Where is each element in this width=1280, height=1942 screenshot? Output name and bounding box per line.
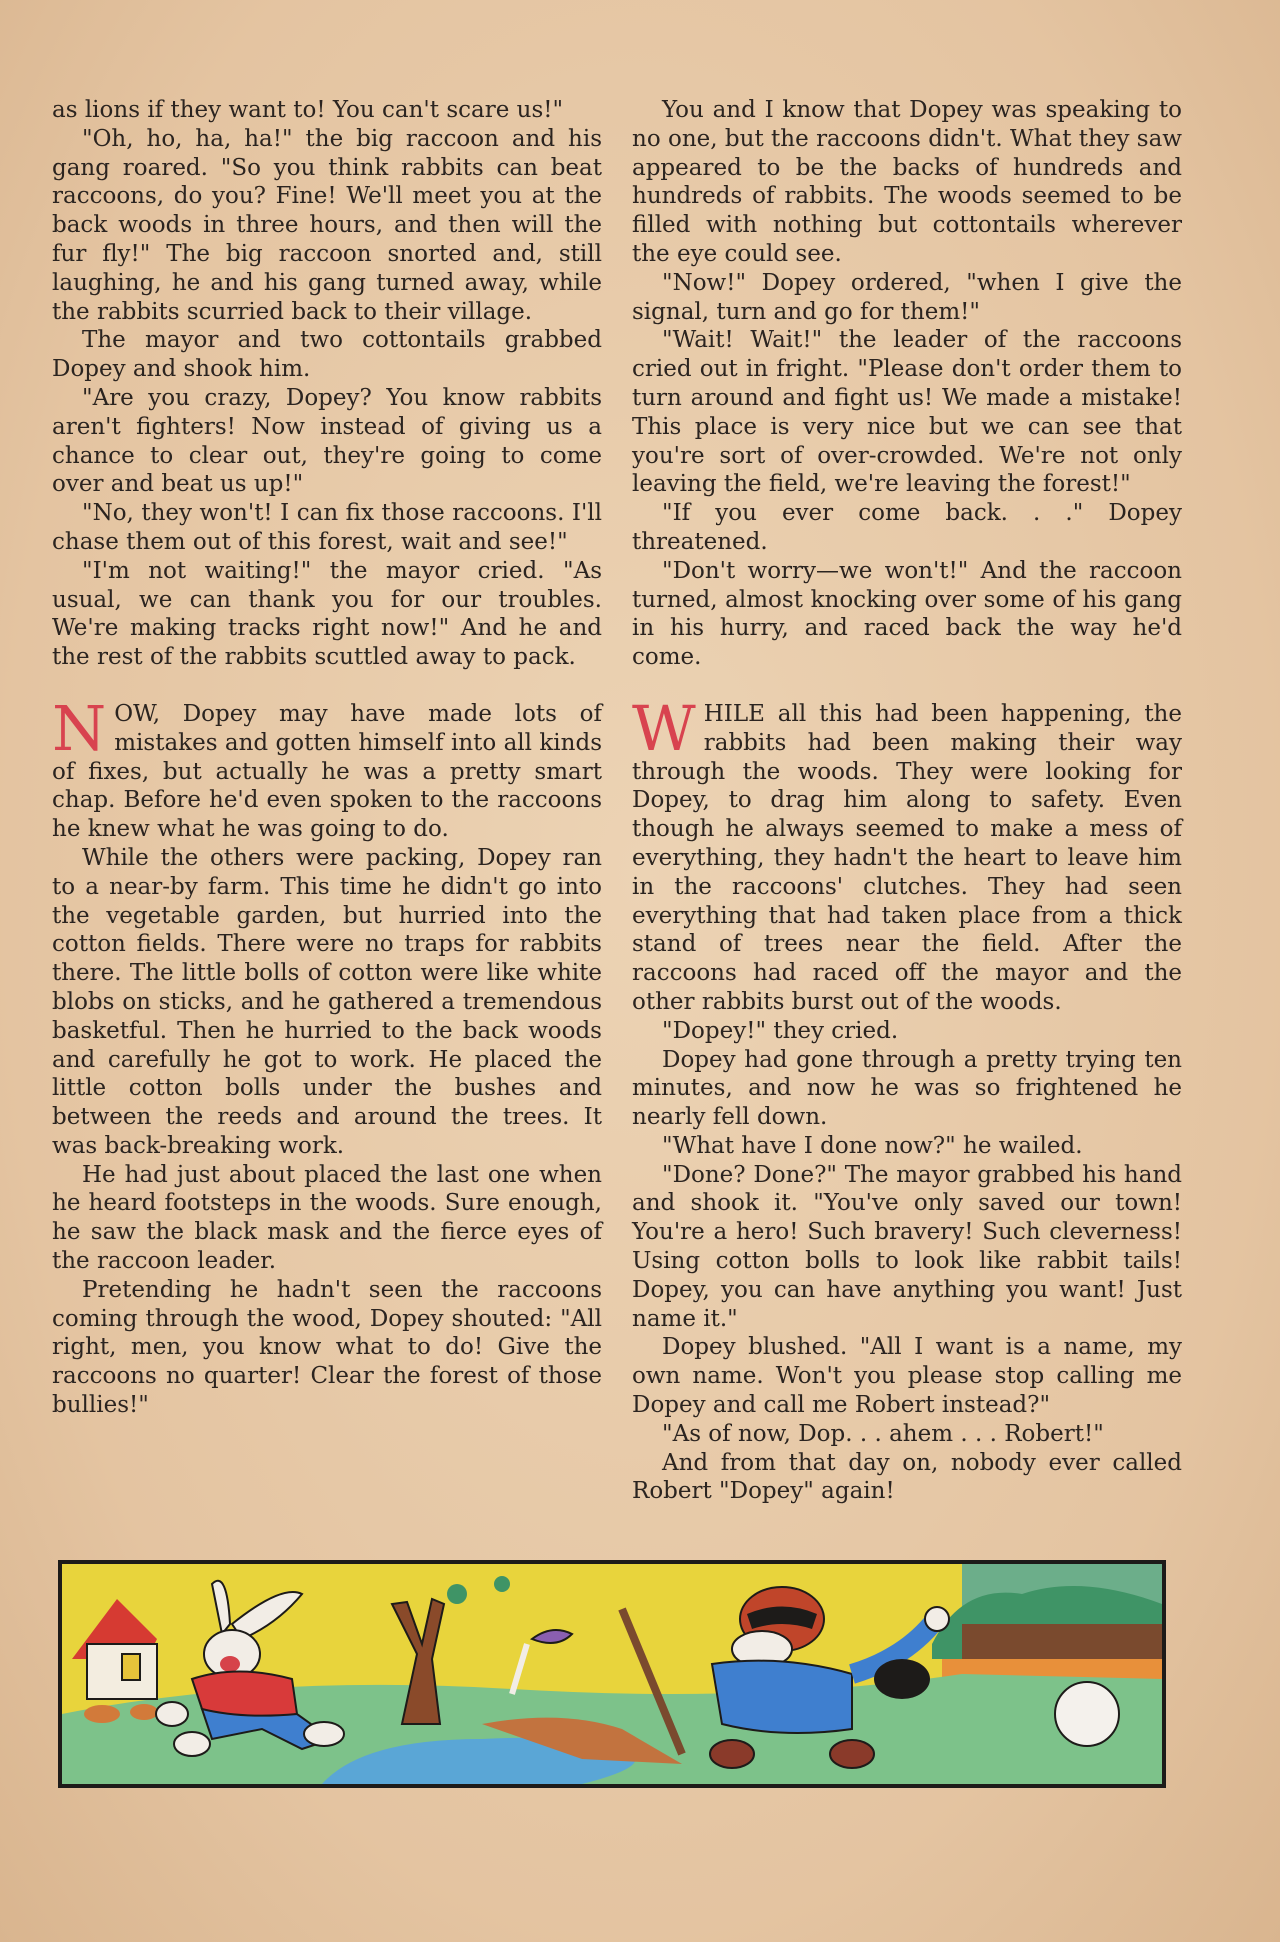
paragraph: "Oh, ho, ha, ha!" the big raccoon and his gang roared. "So you think rabbits can beat raccoons, do you? Fine! We'll meet you at the back woods in three hours, and then will the fur fly!" The big raccoon snorted and, still laughing, he and his gang turned away, while the rabbits scurried back to their village.: [52, 125, 602, 325]
paragraph: "No, they won't! I can fix those raccoons. I'll chase them out of this forest, wait and see!": [52, 500, 602, 555]
paragraph-text: OW, Dopey may have made lots of mistakes and gotten himself into all kinds of fixes, but actually he was a pretty smart chap. Before he'd even spoken to the raccoons he knew what he was going to do.: [52, 700, 602, 843]
paragraph: "If you ever come back. . ." Dopey threatened.: [632, 500, 1182, 555]
dropcap-paragraph: [52, 691, 602, 844]
paragraph: He had just about placed the last one when he heard footsteps in the woods. Sure enough, he saw the black mask and the fierce eyes of the raccoon leader.: [52, 1161, 602, 1275]
illustration-svg: [62, 1564, 1162, 1784]
paragraph: "Wait! Wait!" the leader of the raccoons cried out in fright. "Please don't order them to turn around and fight us! We made a mistake! This place is very nice but we can see that you're sort of over-crowded. We're not only leaving the field, we're leaving the forest!": [632, 327, 1182, 498]
tree-trunks: [962, 1624, 1162, 1664]
paragraph: "Now!" Dopey ordered, "when I give the signal, turn and go for them!": [632, 269, 1182, 325]
paragraph: "I'm not waiting!" the mayor cried. "As usual, we can thank you for our troubles. We're making tracks right now!" And he and the rest of the rabbits scuttled away to pack.: [52, 557, 602, 671]
paragraph: Dopey blushed. "All I want is a name, my own name. Won't you please stop calling me Dopey and call me Robert instead?": [632, 1334, 1182, 1419]
drop-cap-letter: N: [52, 691, 107, 765]
comic-illustration-panel: [58, 1560, 1166, 1788]
drop-cap-letter: W: [632, 691, 696, 765]
paragraph-text: HILE all this had been happening, the rabbits had been making their way through the woods. They were looking for Dopey, to drag him along to safety. Even though he always seemed to make a mess of everything, they hadn't the heart to leave him in the raccoons' clutches. They had seen everything that had taken place from a thick stand of trees near the field. After the raccoons had raced off the mayor and the other rabbits burst out of the woods.: [632, 700, 1182, 1015]
paragraph: Pretending he hadn't seen the raccoons coming through the wood, Dopey shouted: "All right, men, you know what to do! Give the raccoons no quarter! Clear the forest of those bullies!": [52, 1276, 602, 1419]
paragraph: And from that day on, nobody ever called Robert "Dopey" again!: [632, 1449, 1182, 1505]
paragraph: Dopey had gone through a pretty trying ten minutes, and now he was so frightened he nearly fell down.: [632, 1046, 1182, 1131]
paragraph: "Don't worry—we won't!" And the raccoon turned, almost knocking over some of his gang in his hurry, and raced back the way he'd come.: [632, 557, 1182, 671]
paragraph: You and I know that Dopey was speaking to no one, but the raccoons didn't. What they saw appeared to be the backs of hundreds and hundreds of rabbits. The woods seemed to be filled with nothing but cottontails wherever the eye could see.: [632, 97, 1182, 267]
paragraph: The mayor and two cottontails grabbed Dopey and shook him.: [52, 327, 602, 383]
paragraph: as lions if they want to! You can't scare us!": [52, 97, 564, 123]
paragraph: "Done? Done?" The mayor grabbed his hand and shook it. "You've only saved our town! You're a hero! Such bravery! Such cleverness! Using cotton bolls to look like rabbit tails! Dopey, you can have anything you want! Just name it.": [632, 1161, 1182, 1332]
left-text-column: [52, 96, 602, 1546]
paragraph: "As of now, Dop. . . ahem . . . Robert!": [662, 1420, 1104, 1447]
paragraph: While the others were packing, Dopey ran to a near-by farm. This time he didn't go into the vegetable garden, but hurried into the cotton fields. There were no traps for rabbits there. The little bolls of cotton were like white blobs on sticks, and he gathered a tremendous basketful. Then he hurried to the back woods and carefully he got to work. He placed the little cotton bolls under the bushes and between the reeds and around the trees. It was back-breaking work.: [52, 844, 602, 1159]
dropcap-paragraph: [632, 691, 1182, 1017]
paragraph: "Are you crazy, Dopey? You know rabbits aren't fighters! Now instead of giving us a chance to clear out, they're going to come over and beat us up!": [52, 384, 602, 498]
paragraph: "Dopey!" they cried.: [662, 1017, 899, 1044]
paragraph: "What have I done now?" he wailed.: [662, 1132, 1083, 1159]
right-text-column: [632, 96, 1182, 1546]
cotton-boll: [1055, 1682, 1119, 1746]
